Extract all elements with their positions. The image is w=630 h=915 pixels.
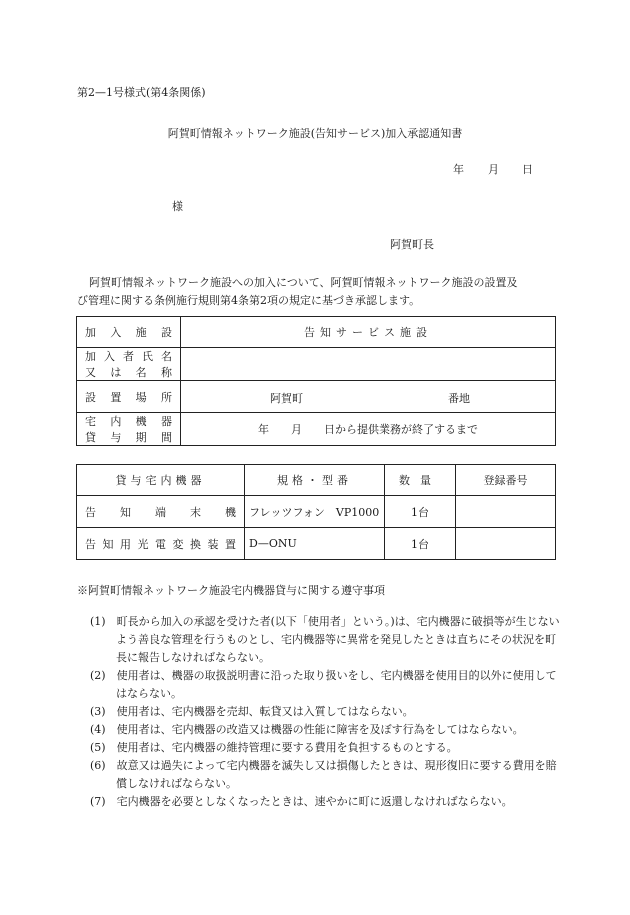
document-title: 阿賀町情報ネットワーク施設(告知サービス)加入承認通知書: [167, 127, 463, 140]
date-month: 月: [488, 163, 499, 176]
info-label: 加 入 施 設: [77, 317, 181, 348]
table-row: [77, 496, 556, 528]
info-value: [181, 381, 556, 413]
equipment-name: 告 知 端 末 機: [77, 496, 245, 528]
header-cell: 規格・型番: [245, 465, 385, 496]
issuer: 阿賀町長: [390, 238, 434, 251]
equipment-model: D—ONU: [245, 528, 385, 560]
list-item: (6) 故意又は過失によって宅内機器を滅失し又は損傷したときは、現形復旧に要する費用を賠償しなければならない。: [90, 759, 557, 790]
info-value: [181, 348, 556, 381]
info-table: [76, 316, 556, 446]
info-value: 年 月 日から提供業務が終了するまで: [181, 413, 556, 446]
info-row: [77, 317, 556, 348]
info-row: [77, 413, 556, 446]
info-value: 告知サービス施設: [181, 317, 556, 348]
intro-line-2: び管理に関する条例施行規則第4条第2項の規定に基づき承認します。: [77, 294, 421, 307]
header-cell: 数量: [385, 465, 456, 496]
equipment-reg: [456, 528, 556, 560]
info-row: [77, 348, 556, 381]
intro-line-1: 阿賀町情報ネットワーク施設への加入について、阿賀町情報ネットワーク施設の設置及: [89, 276, 518, 289]
info-row: [77, 381, 556, 413]
notes-heading: ※阿賀町情報ネットワーク施設宅内機器貸与に関する遵守事項: [77, 584, 385, 597]
equipment-name: 告 知 用 光 電 変 換 装 置: [77, 528, 245, 560]
equipment-header-row: [77, 465, 556, 496]
equipment-table: [76, 464, 556, 560]
header-cell: 貸与宅内機器: [77, 465, 245, 496]
info-label: 宅 内 機 器 貸 与 期 間: [77, 413, 181, 446]
equipment-model: フレッツフォン VP1000: [245, 496, 385, 528]
date-year: 年: [453, 163, 464, 176]
info-label: 設 置 場 所: [77, 381, 181, 413]
list-item: (1) 町長から加入の承認を受けた者(以下「使用者」という。)は、宅内機器に破損等が生じないよう善良な管理を行うものとし、宅内機器等に異常を発見したときは直ちにその状況を町長に報告しなければならない。: [90, 615, 560, 664]
info-label: 加 入 者 氏 名 又 は 名 称: [77, 348, 181, 381]
table-row: [77, 528, 556, 560]
list-item: (3) 使用者は、宅内機器を売却、転貸又は入質してはならない。: [90, 705, 414, 718]
header-cell: 登録番号: [456, 465, 556, 496]
value-lot: 番地: [448, 392, 470, 405]
list-item: (5) 使用者は、宅内機器の維持管理に要する費用を負担するものとする。: [90, 741, 458, 754]
date-day: 日: [522, 163, 533, 176]
equipment-reg: [456, 496, 556, 528]
equipment-qty: 1台: [385, 496, 456, 528]
equipment-qty: 1台: [385, 528, 456, 560]
list-item: (4) 使用者は、宅内機器の改造又は機器の性能に障害を及ぼす行為をしてはならない。: [90, 723, 524, 736]
list-item: (2) 使用者は、機器の取扱説明書に沿った取り扱いをし、宅内機器を使用目的以外に使用してはならない。: [90, 669, 557, 700]
notes-list: [90, 613, 560, 811]
value-town: 阿賀町: [270, 392, 303, 405]
form-number: 第2—1号様式(第4条関係): [77, 86, 206, 99]
list-item: (7) 宅内機器を必要としなくなったときは、速やかに町に返還しなければならない。: [90, 795, 513, 808]
addressee-suffix: 様: [172, 200, 183, 213]
